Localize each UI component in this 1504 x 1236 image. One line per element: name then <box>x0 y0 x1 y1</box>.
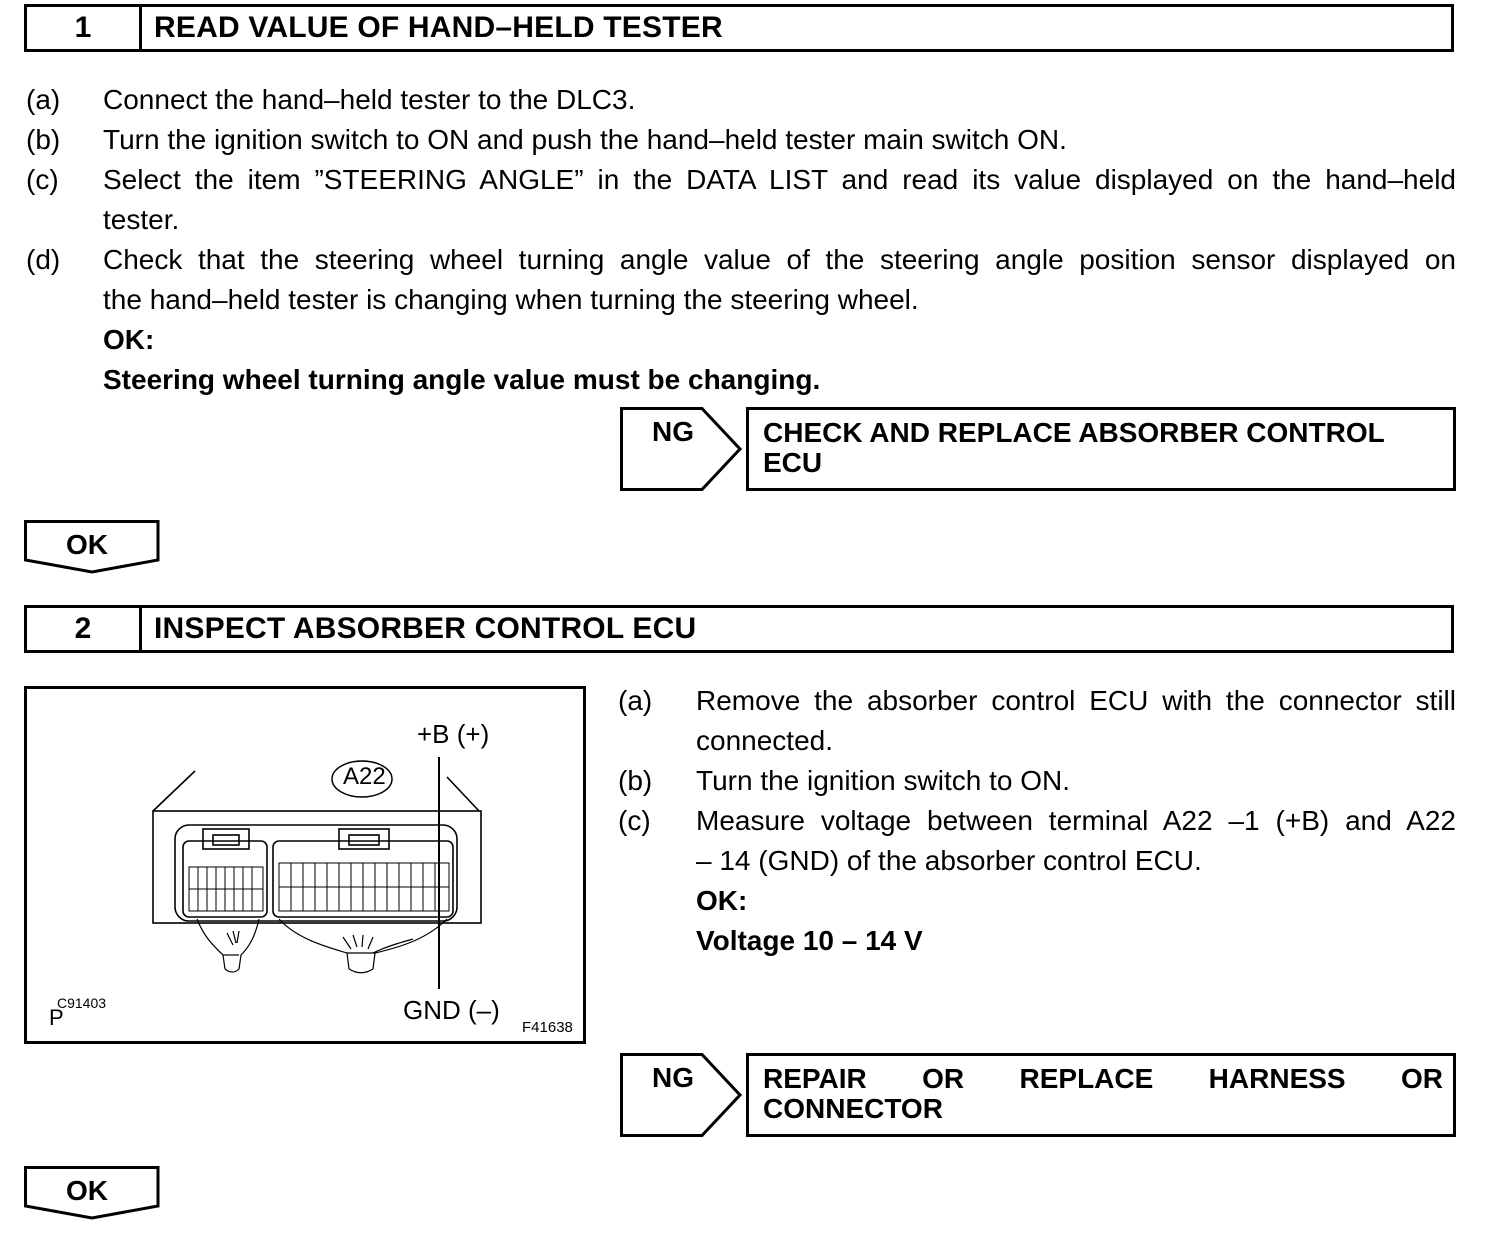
instruction-text: Remove the absorber control ECU with the connector still <box>696 685 1456 716</box>
instruction-text: Select the item ”STEERING ANGLE” in the DATA LIST and read its value displayed on the hand–held <box>103 164 1456 195</box>
ng-result-line: ECU <box>763 447 823 478</box>
item-label: (a) <box>26 84 61 115</box>
item-label: (a) <box>618 685 653 716</box>
figure-code-sup: C91403 <box>57 995 107 1011</box>
step-title: READ VALUE OF HAND–HELD TESTER <box>154 11 723 44</box>
figure-code: F41638 <box>522 1019 573 1036</box>
item-label: (c) <box>26 164 59 195</box>
step-number: 2 <box>27 608 142 650</box>
ng-label: NG <box>652 1062 694 1093</box>
instruction-text: Measure voltage between terminal A22 –1 (+B) and A22 <box>696 805 1456 836</box>
terminal-b-label: +B (+) <box>417 719 490 749</box>
ok-heading: OK: <box>696 885 748 916</box>
step-1-header <box>24 4 1454 52</box>
ng-result-box <box>746 407 1456 491</box>
terminal-gnd-label: GND (–) <box>403 995 500 1025</box>
instruction-text: Turn the ignition switch to ON and push the hand–held tester main switch ON. <box>103 124 1067 155</box>
ecu-connector-illustration <box>27 689 583 1041</box>
step-2-header <box>24 605 1454 653</box>
item-label: (c) <box>618 805 651 836</box>
ng-result-line: CHECK AND REPLACE ABSORBER CONTROL <box>763 417 1385 448</box>
connector-label: A22 <box>343 763 386 790</box>
item-label: (d) <box>26 244 61 275</box>
ok-specification: Voltage 10 – 14 V <box>696 925 923 956</box>
ng-label: NG <box>652 416 694 447</box>
instruction-text: the hand–held tester is changing when turning the steering wheel. <box>103 284 919 315</box>
instruction-text: Check that the steering wheel turning angle value of the steering angle position sensor displayed on <box>103 244 1456 275</box>
instruction-text: connected. <box>696 725 833 756</box>
ng-result-box <box>746 1053 1456 1137</box>
ok-arrow-label: OK <box>66 529 108 560</box>
ng-result-line: REPAIR OR REPLACE HARNESS OR <box>763 1063 1443 1094</box>
item-label: (b) <box>618 765 653 796</box>
ok-heading: OK: <box>103 324 155 355</box>
instruction-text: Turn the ignition switch to ON. <box>696 765 1071 796</box>
item-label: (b) <box>26 124 61 155</box>
connector-figure <box>24 686 586 1044</box>
figure-code-prefix: P <box>49 1005 64 1030</box>
step-title: INSPECT ABSORBER CONTROL ECU <box>154 612 697 645</box>
instruction-text: tester. <box>103 204 180 235</box>
instruction-text: Connect the hand–held tester to the DLC3. <box>103 84 636 115</box>
step-number: 1 <box>27 7 142 49</box>
ok-arrow-label: OK <box>66 1175 108 1206</box>
instruction-text: – 14 (GND) of the absorber control ECU. <box>696 845 1202 876</box>
ok-specification: Steering wheel turning angle value must be changing. <box>103 364 821 395</box>
ng-result-line: CONNECTOR <box>763 1093 943 1124</box>
